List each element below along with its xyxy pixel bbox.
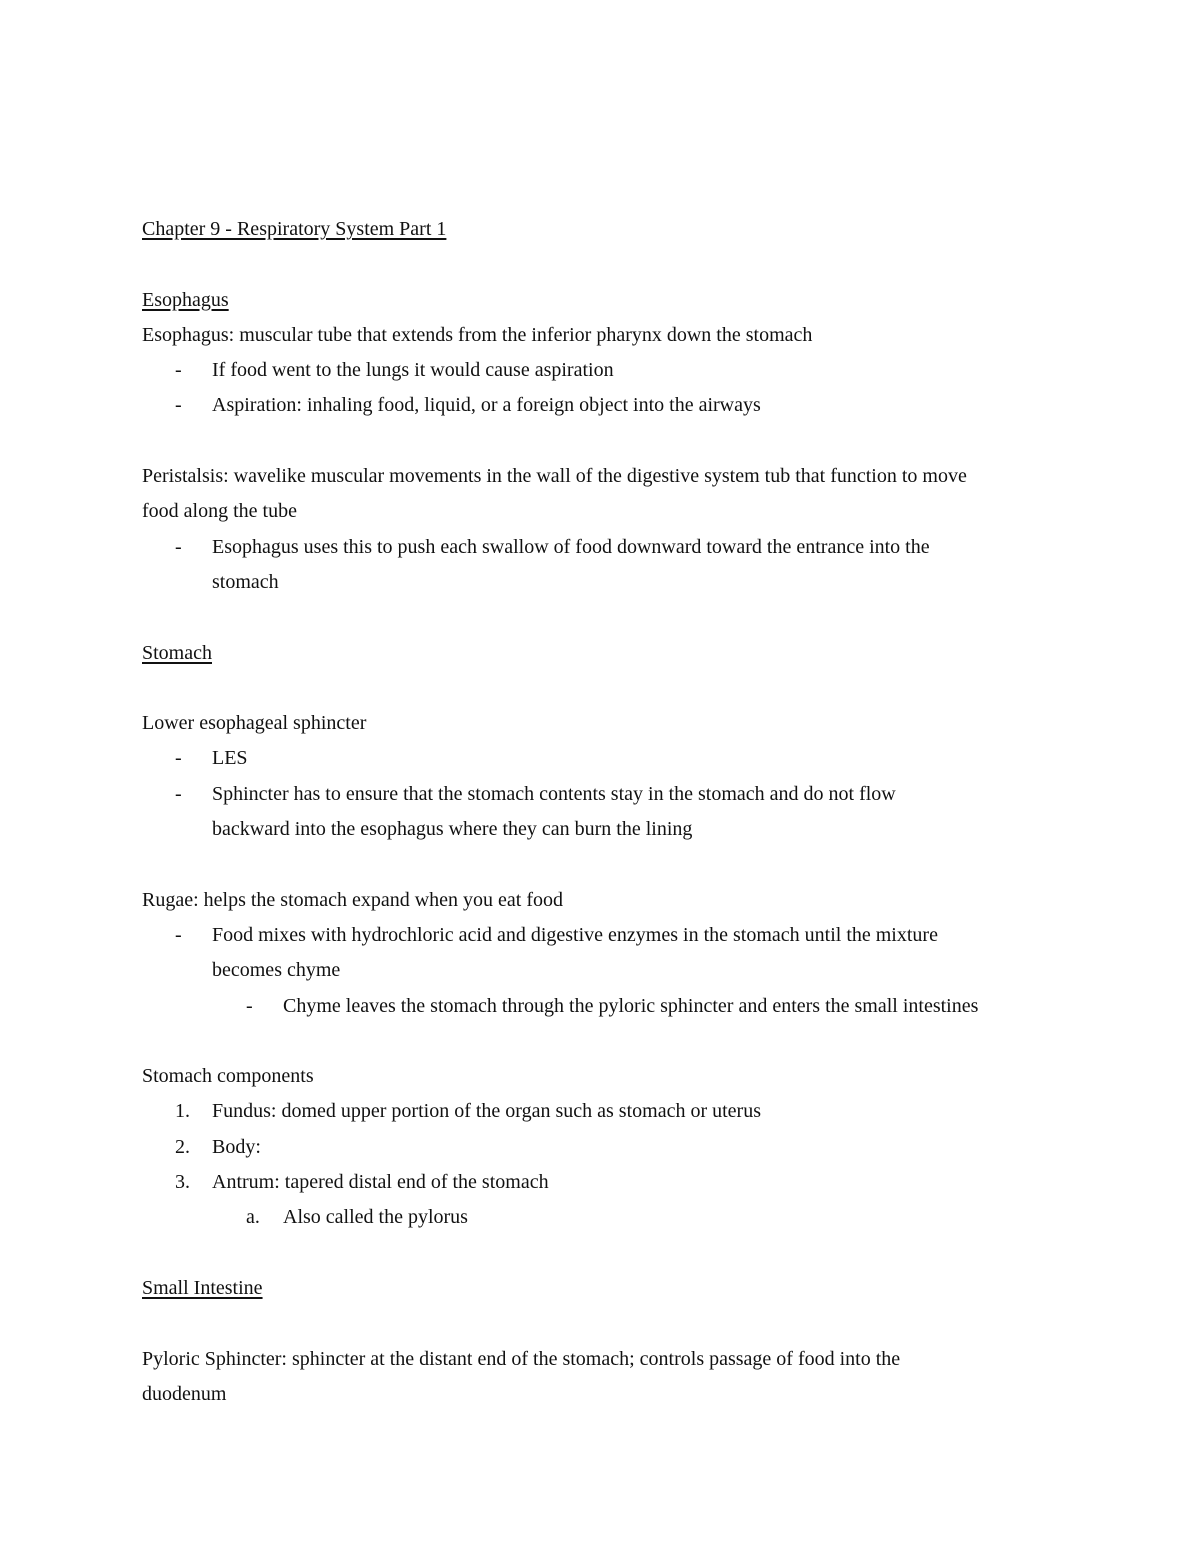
numbered-item <box>142 1094 1082 1129</box>
list-item-text: backward into the esophagus where they can burn the lining <box>212 818 693 841</box>
number-marker: 1. <box>175 1100 190 1123</box>
list-item <box>142 530 1082 565</box>
list-item-text: If food went to the lungs it would cause aspiration <box>212 359 614 382</box>
spacer <box>142 847 1082 882</box>
section-heading-small-intestine: Small Intestine <box>142 1276 263 1299</box>
list-item <box>142 918 1082 953</box>
list-item <box>142 777 1082 812</box>
pyloric-definition-line1: Pyloric Sphincter: sphincter at the distant end of the stomach; controls passage of food into the <box>142 1347 901 1370</box>
document-page <box>142 212 1082 1412</box>
pyloric-definition-line2: duodenum <box>142 1382 227 1405</box>
spacer <box>142 1236 1082 1271</box>
list-item-text: Chyme leaves the stomach through the pyloric sphincter and enters the small intestines <box>283 994 979 1017</box>
lettered-sub-item <box>142 1200 1082 1235</box>
spacer <box>142 671 1082 706</box>
esophagus-definition: Esophagus: muscular tube that extends from the inferior pharynx down the stomach <box>142 323 813 346</box>
list-item-text: Sphincter has to ensure that the stomach contents stay in the stomach and do not flow <box>212 782 896 805</box>
peristalsis-definition-line1: Peristalsis: wavelike muscular movements in the wall of the digestive system tub that function to move <box>142 465 967 488</box>
rugae-definition: Rugae: helps the stomach expand when you eat food <box>142 888 563 911</box>
list-item-continuation <box>142 565 1082 600</box>
sub-list-item <box>142 989 1082 1024</box>
number-marker: 3. <box>175 1171 190 1194</box>
les-title: Lower esophageal sphincter <box>142 712 367 735</box>
letter-marker: a. <box>246 1206 260 1229</box>
list-item <box>142 388 1082 423</box>
list-item-text: LES <box>212 747 248 770</box>
list-item-text: Body: <box>212 1135 261 1158</box>
spacer <box>142 600 1082 635</box>
list-item-continuation <box>142 953 1082 988</box>
peristalsis-definition-line2: food along the tube <box>142 500 297 523</box>
list-item-text: Esophagus uses this to push each swallow of food downward toward the entrance into the <box>212 535 930 558</box>
section-heading-esophagus: Esophagus <box>142 288 229 311</box>
spacer <box>142 424 1082 459</box>
dash-marker: - <box>175 923 182 946</box>
list-item-text: Also called the pylorus <box>283 1206 468 1229</box>
spacer <box>142 1306 1082 1341</box>
components-title: Stomach components <box>142 1065 314 1088</box>
page-title: Chapter 9 - Respiratory System Part 1 <box>142 218 447 240</box>
list-item-text: Aspiration: inhaling food, liquid, or a foreign object into the airways <box>212 394 761 417</box>
spacer <box>142 1024 1082 1059</box>
list-item-continuation <box>142 812 1082 847</box>
number-marker: 2. <box>175 1135 190 1158</box>
dash-marker: - <box>175 782 182 805</box>
dash-marker: - <box>246 994 253 1017</box>
numbered-item <box>142 1130 1082 1165</box>
dash-marker: - <box>175 747 182 770</box>
dash-marker: - <box>175 359 182 382</box>
list-item-text: Food mixes with hydrochloric acid and digestive enzymes in the stomach until the mixture <box>212 923 938 946</box>
dash-marker: - <box>175 535 182 558</box>
list-item-text: Antrum: tapered distal end of the stomach <box>212 1171 549 1194</box>
numbered-item <box>142 1165 1082 1200</box>
dash-marker: - <box>175 394 182 417</box>
section-heading-stomach: Stomach <box>142 641 212 664</box>
list-item-text: Fundus: domed upper portion of the organ such as stomach or uterus <box>212 1100 761 1123</box>
list-item-text: stomach <box>212 570 279 593</box>
list-item <box>142 741 1082 776</box>
spacer <box>142 247 1082 282</box>
list-item <box>142 353 1082 388</box>
list-item-text: becomes chyme <box>212 959 341 982</box>
